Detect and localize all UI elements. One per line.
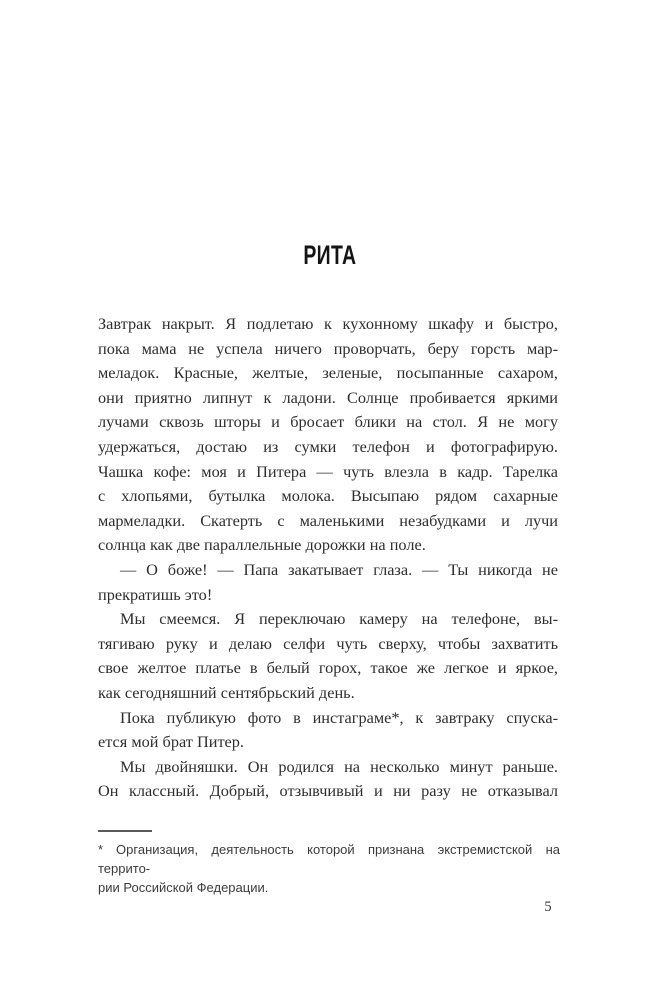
footnote — [98, 830, 560, 897]
text-line: прекратишь это! — [98, 584, 213, 604]
text-line: Мы двойняшки. Он родился на несколько минут раньше. — [120, 756, 558, 776]
chapter-title — [0, 242, 659, 269]
text-line: мармеладки. Скатерть с маленькими незабудками и лучи — [98, 510, 558, 530]
text-line: свое желтое платье в белый горох, такое же легкое и яркое, — [98, 658, 558, 678]
text-line: тягиваю руку и делаю селфи чуть сверху, чтобы захватить — [98, 633, 558, 653]
text-line: пока мама не успела ничего проворчать, беру горсть мар- — [98, 338, 558, 358]
footnote-line: рии Российской Федерации. — [98, 879, 269, 895]
text-line: удержаться, достаю из сумки телефон и фотографирую. — [98, 436, 558, 456]
text-line: с хлопьями, бутылка молока. Высыпаю рядом сахарные — [98, 486, 558, 506]
body-text — [98, 312, 558, 804]
text-line: лучами сквозь шторы и бросает блики на стол. Я не могу — [98, 412, 558, 432]
chapter-title-text: РИТА — [302, 240, 357, 270]
text-line: Он классный. Добрый, отзывчивый и ни разу не отказывал — [98, 781, 558, 801]
text-line: как сегодняшний сентябрьский день. — [98, 682, 355, 702]
text-line: — О боже! — Папа закатывает глаза. — Ты никогда не — [120, 559, 558, 579]
text-line: ется мой брат Питер. — [98, 732, 244, 752]
text-line: Завтрак накрыт. Я подлетаю к кухонному шкафу и быстро, — [98, 314, 558, 333]
text-line: Пока публикую фото в инстаграме*, к завтраку спуска- — [120, 707, 558, 727]
text-line: меладок. Красные, желтые, зеленые, посыпанные сахаром, — [98, 363, 558, 383]
text-line: Чашка кофе: моя и Питера — чуть влезла в кадр. Тарелка — [98, 461, 558, 481]
footnote-lines — [98, 840, 560, 897]
footnote-line: * Организация, деятельность которой признана экстремистской на террито- — [98, 841, 560, 876]
text-line: Мы смеемся. Я переключаю камеру на телефоне, вы- — [120, 609, 558, 629]
text-line: они приятно липнут к ладони. Солнце пробивается яркими — [98, 387, 558, 407]
page-number: 5 — [544, 899, 552, 915]
text-line: солнца как две параллельные дорожки на поле. — [98, 535, 426, 555]
footnote-divider — [98, 830, 152, 832]
